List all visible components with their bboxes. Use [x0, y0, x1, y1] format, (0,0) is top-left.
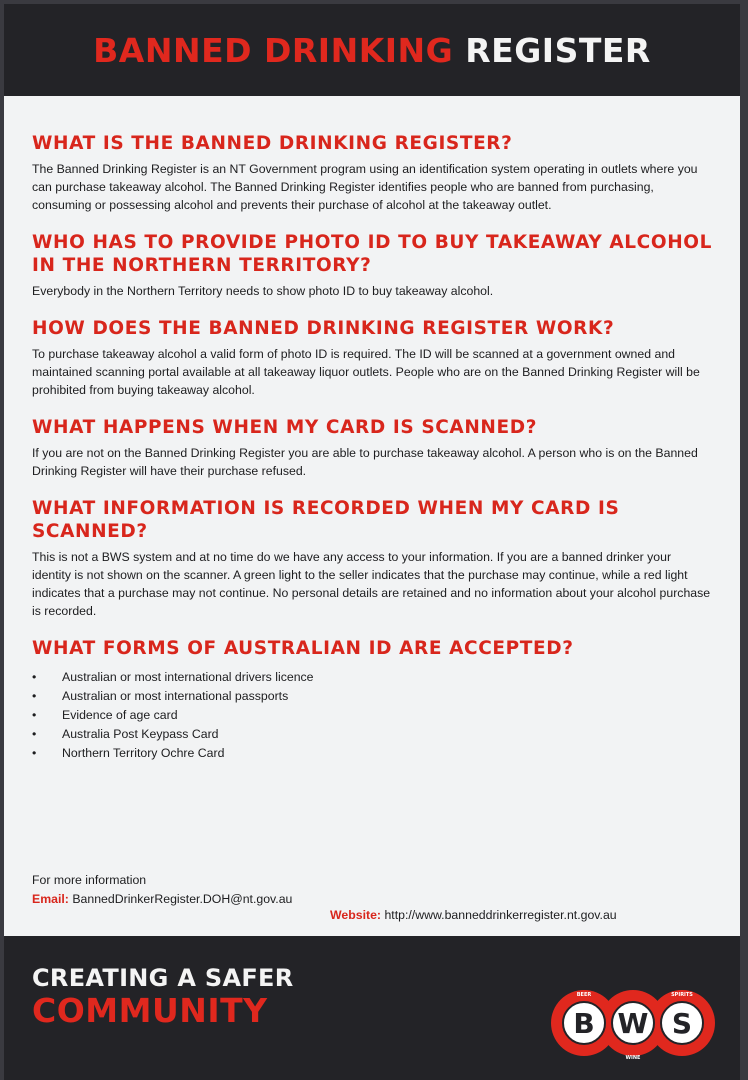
section-body: If you are not on the Banned Drinking Register you are able to purchase takeaway alcohol. A person who is on the Banned Drinking Register will have their purchase refused. — [32, 446, 698, 478]
footer-band — [4, 936, 740, 1080]
list-item — [32, 725, 712, 744]
website-label: Website: — [330, 908, 382, 922]
accepted-id-list — [32, 668, 712, 763]
section-heading: HOW DOES THE BANNED DRINKING REGISTER WORK? — [32, 318, 615, 339]
section-card-scanned — [32, 416, 712, 480]
section-body: The Banned Drinking Register is an NT Government program using an identification system operating in outlets where you can purchase takeaway alcohol. The Banned Drinking Register identifies people who are banned from purchasing, consuming or possessing alcohol and prevents their purchase of alcohol at the takeaway outlet. — [32, 162, 698, 212]
header-band — [4, 4, 740, 96]
bullet-icon: • — [32, 727, 37, 741]
logo-letter-w: W — [617, 1007, 649, 1040]
section-heading: WHAT FORMS OF AUSTRALIAN ID ARE ACCEPTED? — [32, 638, 574, 659]
logo-ring-text-wine: WINE — [625, 1055, 641, 1061]
list-item — [32, 687, 712, 706]
section-accepted-id — [32, 637, 712, 763]
tagline — [32, 964, 294, 1030]
section-heading: WHAT INFORMATION IS RECORDED WHEN MY CARD IS SCANNED? — [32, 498, 620, 542]
email-address: BannedDrinkerRegister.DOH@nt.gov.au — [72, 892, 293, 906]
list-item-text: Australia Post Keypass Card — [62, 727, 219, 741]
bws-logo-graphic — [548, 984, 718, 1062]
list-item-text: Evidence of age card — [62, 708, 178, 722]
logo-letter-s: S — [671, 1007, 693, 1040]
email-label: Email: — [32, 892, 69, 906]
logo-letter-b: B — [573, 1007, 595, 1040]
section-body: Everybody in the Northern Territory needs to show photo ID to buy takeaway alcohol. — [32, 284, 494, 298]
title-white-part: REGISTER — [465, 30, 651, 70]
section-body: This is not a BWS system and at no time do we have any access to your information. If you are a banned drinker your identity is not shown on the scanner. A green light to the seller indicates that the purchase may continue, while a red light indicates that a purchase may not continue. No personal details are retained and no information about your alcohol purchase is recorded. — [32, 550, 711, 618]
title-red-part: BANNED DRINKING — [93, 30, 454, 70]
flyer-page — [4, 4, 740, 1080]
section-how-it-works — [32, 317, 712, 399]
contact-info — [32, 871, 722, 922]
bws-logo — [548, 984, 718, 1067]
list-item — [32, 706, 712, 725]
list-item-text: Northern Territory Ochre Card — [62, 746, 225, 760]
page-title — [93, 31, 651, 70]
list-item — [32, 744, 712, 763]
section-information-recorded — [32, 497, 712, 620]
list-item — [32, 668, 712, 687]
tagline-line2: COMMUNITY — [32, 991, 268, 1030]
section-heading: WHAT IS THE BANNED DRINKING REGISTER? — [32, 133, 513, 154]
bullet-icon: • — [32, 670, 37, 684]
list-item-text: Australian or most international drivers licence — [62, 670, 314, 684]
contact-intro: For more information — [32, 873, 147, 887]
bullet-icon: • — [32, 708, 37, 722]
section-body: To purchase takeaway alcohol a valid form of photo ID is required. The ID will be scanned at a government owned and maintained scanning portal available at all takeaway liquor outlets. People who are on the Banned Drinking Register will be prohibited from buying takeaway alcohol. — [32, 347, 700, 397]
section-heading: WHO HAS TO PROVIDE PHOTO ID TO BUY TAKEAWAY ALCOHOL IN THE NORTHERN TERRITORY? — [32, 232, 712, 276]
website-url: http://www.banneddrinkerregister.nt.gov.au — [384, 908, 617, 922]
bullet-icon: • — [32, 689, 37, 703]
website-row — [330, 906, 617, 925]
bullet-icon: • — [32, 746, 37, 760]
list-item-text: Australian or most international passports — [62, 689, 289, 703]
section-what-is — [32, 132, 712, 214]
tagline-line1: CREATING A SAFER — [32, 964, 294, 992]
logo-ring-text-spirits: SPIRITS — [671, 992, 693, 998]
section-heading: WHAT HAPPENS WHEN MY CARD IS SCANNED? — [32, 417, 538, 438]
logo-ring-text-beer: BEER — [576, 992, 592, 998]
main-content — [32, 132, 712, 780]
section-who-provides-id — [32, 231, 712, 300]
